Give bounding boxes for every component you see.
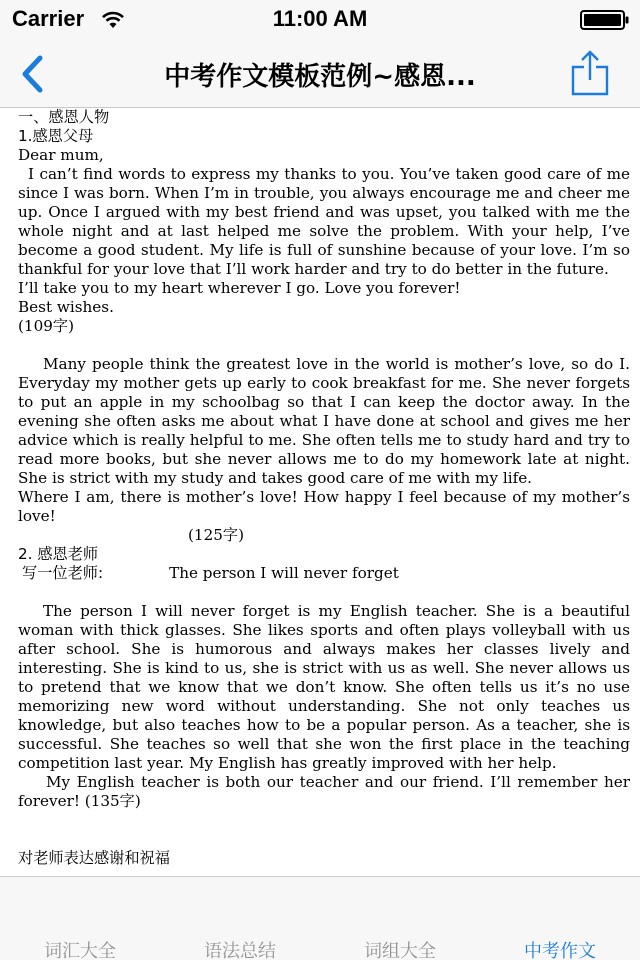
article-view[interactable]	[0, 108, 640, 876]
spacer	[18, 336, 630, 355]
tab-composition[interactable]: 中考作文	[524, 941, 596, 960]
navigation-bar	[0, 40, 640, 108]
essay-closing-teacher: My English teacher is both our teacher and our friend. I’ll remember her forever! (135字)	[18, 773, 630, 810]
status-time: 11:00 AM	[272, 6, 368, 31]
carrier-label: Carrier	[12, 6, 85, 31]
essay-title: The person I will never forget	[169, 564, 399, 582]
word-count-1: (109字)	[18, 317, 75, 335]
spacer	[18, 583, 630, 602]
tab-phrases[interactable]: 词组大全	[364, 941, 436, 960]
letter-greeting: Dear mum,	[18, 146, 104, 164]
share-icon	[570, 49, 610, 97]
word-count-2: (125字)	[188, 526, 245, 544]
spacer	[18, 830, 630, 849]
page-title: 中考作文模板范例~感恩...	[164, 62, 476, 92]
tab-grammar[interactable]: 语法总结	[204, 941, 276, 960]
share-button[interactable]	[565, 46, 615, 100]
essay-paragraph-mother: Many people think the greatest love in the world is mother’s love, so do I. Everyday my mother gets up early to cook breakfast for me. She never forgets to put an apple in my schoolbag so that I can keep the doctor away. In the evening she often asks me about what I have done at school and gives me her advice which is really helpful to me. She often tells me to study hard and try to read more books, but she never allows me to do my homework late at night. She is strict with my study and takes good care of me with my life.	[18, 355, 630, 487]
essay-prompt-line	[18, 564, 630, 583]
letter-signoff: Best wishes.	[18, 298, 114, 316]
tab-vocabulary[interactable]: 词汇大全	[44, 941, 116, 960]
section-heading: 一、感恩人物	[18, 108, 110, 126]
letter-closing: I’ll take you to my heart wherever I go. Love you forever!	[18, 279, 461, 297]
spacer	[18, 811, 630, 830]
essay-closing-mother: Where I am, there is mother’s love! How happy I feel because of my mother’s love!	[18, 488, 630, 525]
battery-icon	[580, 10, 630, 30]
subsection-heading-parents: 1.感恩父母	[18, 127, 94, 145]
letter-paragraph: I can’t find words to express my thanks to you. You’ve taken good care of me since I was born. When I’m in trouble, you always encourage me and cheer me up. Once I argued with my best friend and was upset, you talked with me the whole night and at last helped me solve the problem. With your help, I’ve become a good student. My life is full of sunshine because of your love. I’m so thankful for your love that I’ll work harder and try to do better in the future.	[18, 165, 630, 278]
status-bar	[0, 0, 640, 40]
subsection-heading-teacher: 2. 感恩老师	[18, 545, 99, 563]
tab-bar	[0, 876, 640, 960]
essay-paragraph-teacher: The person I will never forget is my English teacher. She is a beautiful woman with thick glasses. She likes sports and often plays volleyball with us after school. She is humorous and always makes her classes lively and interesting. She is kind to us, she is strict with us as well. She never allows us to pretend that we know that we don’t know. She often tells us it’s no use memorizing new word without understanding. She not only teaches us knowledge, but also teaches how to be a popular person. As a teacher, she is successful. She teaches so well that she won the first place in the teaching competition last year. My English has greatly improved with her help.	[18, 602, 630, 772]
article-body	[0, 108, 640, 868]
partial-text-line: 对老师表达感谢和祝福	[18, 849, 170, 867]
prompt-label: 写一位老师:	[22, 564, 104, 582]
